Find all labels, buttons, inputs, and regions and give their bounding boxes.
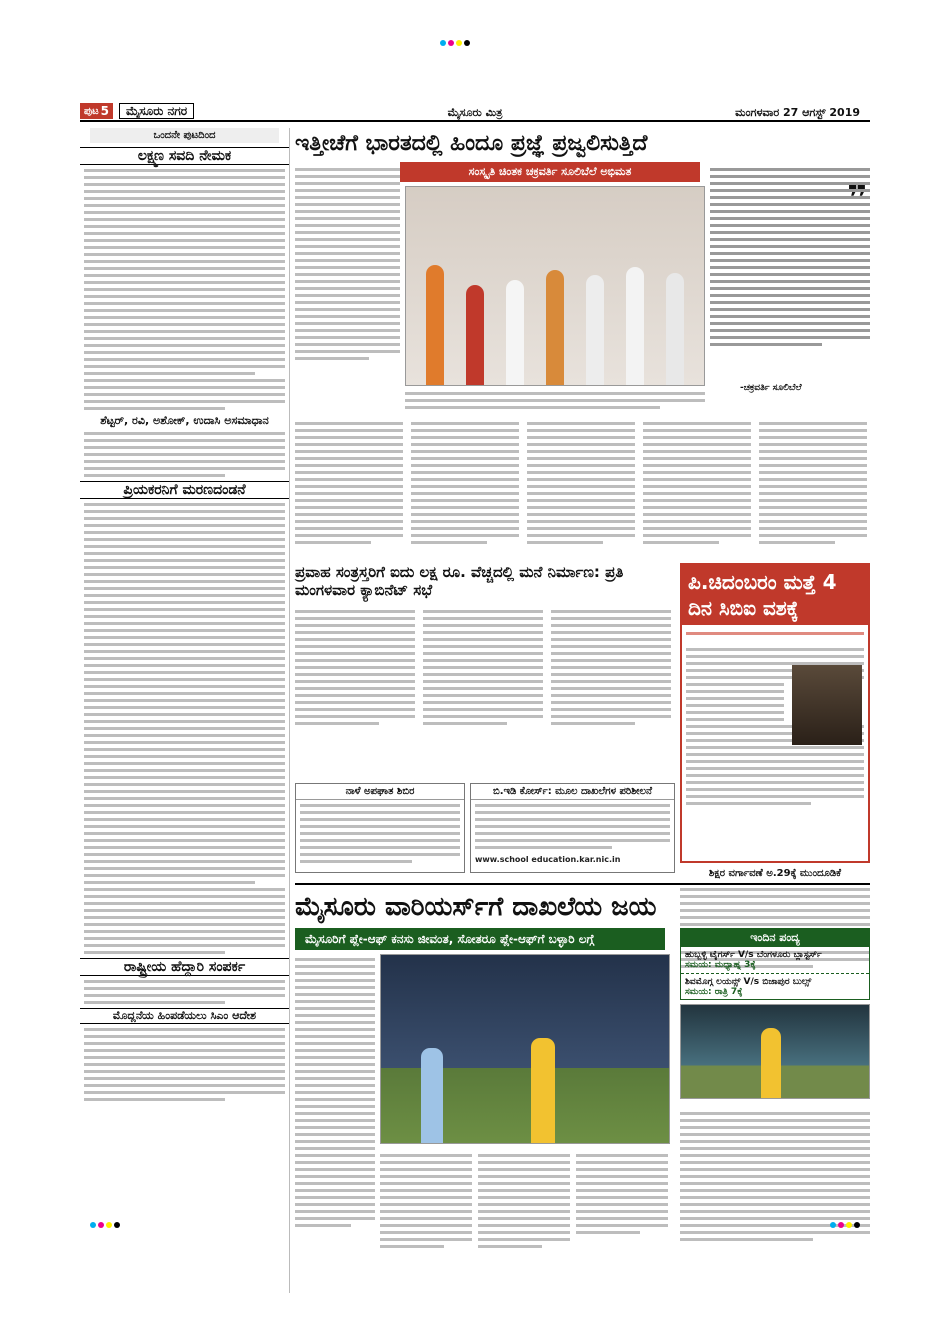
left-article-3 [84,503,285,954]
notice-box-1-title: ನಾಳೆ ಅಪಘಾತ ಶಿಬಿರ [296,784,464,800]
lead-photo [405,186,705,386]
left-article-4 [84,980,285,1004]
sports-article-col-1 [295,954,375,1264]
lead-photo-caption [405,388,705,413]
notice-box-2-title: ಬಿ.ಇಡಿ ಕೋರ್ಸ್: ಮೂಲ ದಾಖಲೆಗಳ ಪರಿಶೀಲನೆ [471,784,674,800]
mid-article-body [295,606,675,741]
left-headline-2: ಶೆಟ್ಟರ್, ರವಿ, ಅಶೋಕ್, ಉದಾಸಿ ಅಸಮಾಧಾನ [100,414,269,427]
match-2 [681,974,869,1000]
sports-rule [295,883,870,885]
notice-box-1 [295,783,465,873]
lead-article-col-1 [295,164,400,384]
left-article-5 [84,1028,285,1101]
page-label [80,104,260,118]
todays-match-title: ಇಂದಿನ ಪಂದ್ಯ [681,929,869,947]
match-1 [681,947,869,974]
page-number-box [80,103,113,119]
sports-headline: ಮೈಸೂರು ವಾರಿಯರ್ಸ್‌ಗೆ ದಾಖಲೆಯ ಜಯ [295,892,657,922]
left-article-1 [84,169,285,410]
registration-marks-left [90,1222,120,1228]
dateline: ಮಂಗಳವಾರ 27 ಆಗಸ್ಟ್ 2019 [735,106,860,119]
section-name: ಮೈಸೂರು ನಗರ [119,103,194,119]
pc-photo [792,665,862,745]
match-1-time: ಸಮಯ: ಮಧ್ಯಾಹ್ನ 3ಕ್ಕೆ [685,960,756,970]
cricket-photo-2 [680,1004,870,1099]
lead-pull-quote [710,164,870,379]
left-headline-5: ಮೊದ್ಲನೆಯ ಹಿಂಪಡೆಯಲು ಸಿಎಂ ಆದೇಶ [80,1008,289,1024]
registration-marks-right [830,1222,860,1228]
sports-article-body [380,1150,670,1270]
left-headline-1: ಲಕ್ಷ್ಮಣ ಸವದಿ ನೇಮಕ [80,147,289,165]
masthead: ಮೈಸೂರು ಮಿತ್ರ [447,106,503,119]
lead-headline: ಇತ್ತೀಚೆಗೆ ಭಾರತದಲ್ಲಿ ಹಿಂದೂ ಪ್ರಜ್ಞೆ ಪ್ರಜ್ವಲಿಸುತ್ತಿದೆ [295,130,648,156]
match-2-time: ಸಮಯ: ರಾತ್ರಿ 7ಕ್ಕೆ [685,987,743,997]
pc-headline: ಪಿ.ಚಿದಂಬರಂ ಮತ್ತೆ 4 ದಿನ ಸಿಬಿಐ ವಶಕ್ಕೆ [682,565,868,625]
sports-article-col-right [680,1108,870,1268]
notice-box-2 [470,783,675,873]
sports-subhead: ಮೈಸೂರಿಗೆ ಪ್ಲೇ-ಆಫ್ ಕನಸು ಜೀವಂತ, ಸೋತರೂ ಪ್ಲೇ-ಆಫ್‌ಗೆ ಬಳ್ಳಾರಿ ಲಗ್ಗೆ [295,928,665,950]
notice-box-2-website: www.school education.kar.nic.in [475,855,621,864]
match-1-teams: ಹುಬ್ಬಳ್ಳಿ ಟೈಗರ್ಸ್ V/s ಬೆಂಗಳೂರು ಬ್ಲಾಸ್ಟರ್ಸ್ [685,950,822,960]
left-article-2 [84,432,285,477]
transfer-headline: ಶಿಕ್ಷರ ವರ್ಗಾವಣೆ ಅ.29ಕ್ಕೆ ಮುಂದೂಡಿಕೆ [708,868,842,879]
pc-story-box [680,563,870,863]
header-rule [80,120,870,122]
cricket-photo [380,954,670,1144]
mid-headline: ಪ್ರವಾಹ ಸಂತ್ರಸ್ತರಿಗೆ ಐದು ಲಕ್ಷ ರೂ. ವೆಚ್ಚದಲ್ಲಿ ಮನೆ ನಿರ್ಮಾಣ: ಪ್ರತಿ ಮಂಗಳವಾರ ಕ್ಯಾಬಿನೆಟ್ ಸಭೆ [295,563,624,599]
match-2-teams: ಶಿವಮೊಗ್ಗ ಲಯನ್ಸ್ V/s ಬಿಜಾಪುರ ಬುಲ್ಸ್ [685,977,812,987]
todays-match-box [680,928,870,1000]
pc-subhead [682,625,868,642]
lead-quote-author: -ಚಕ್ರವರ್ತಿ ಸೂಲಿಬೆಲೆ [740,383,802,393]
newspaper-page [80,78,870,1298]
left-column [80,128,290,1293]
page-label-word: ಪುಟ [84,105,99,117]
continued-tag: ಒಂದನೇ ಪುಟದಿಂದ [90,128,279,143]
page-header [80,78,870,118]
lead-strap: ಸಂಸ್ಕೃತಿ ಚಿಂತಕ ಚಕ್ರವರ್ತಿ ಸೂಲಿಬೆಲೆ ಅಭಿಮತ [400,162,700,182]
page-number: 5 [100,104,110,118]
left-headline-3: ಪ್ರಿಯಕರನಿಗೆ ಮರಣದಂಡನೆ [80,481,289,499]
left-headline-4: ರಾಷ್ಟ್ರೀಯ ಹೆದ್ದಾರಿ ಸಂಪರ್ಕ [80,958,289,976]
registration-marks-top [440,40,470,46]
lead-article-body [295,418,870,558]
